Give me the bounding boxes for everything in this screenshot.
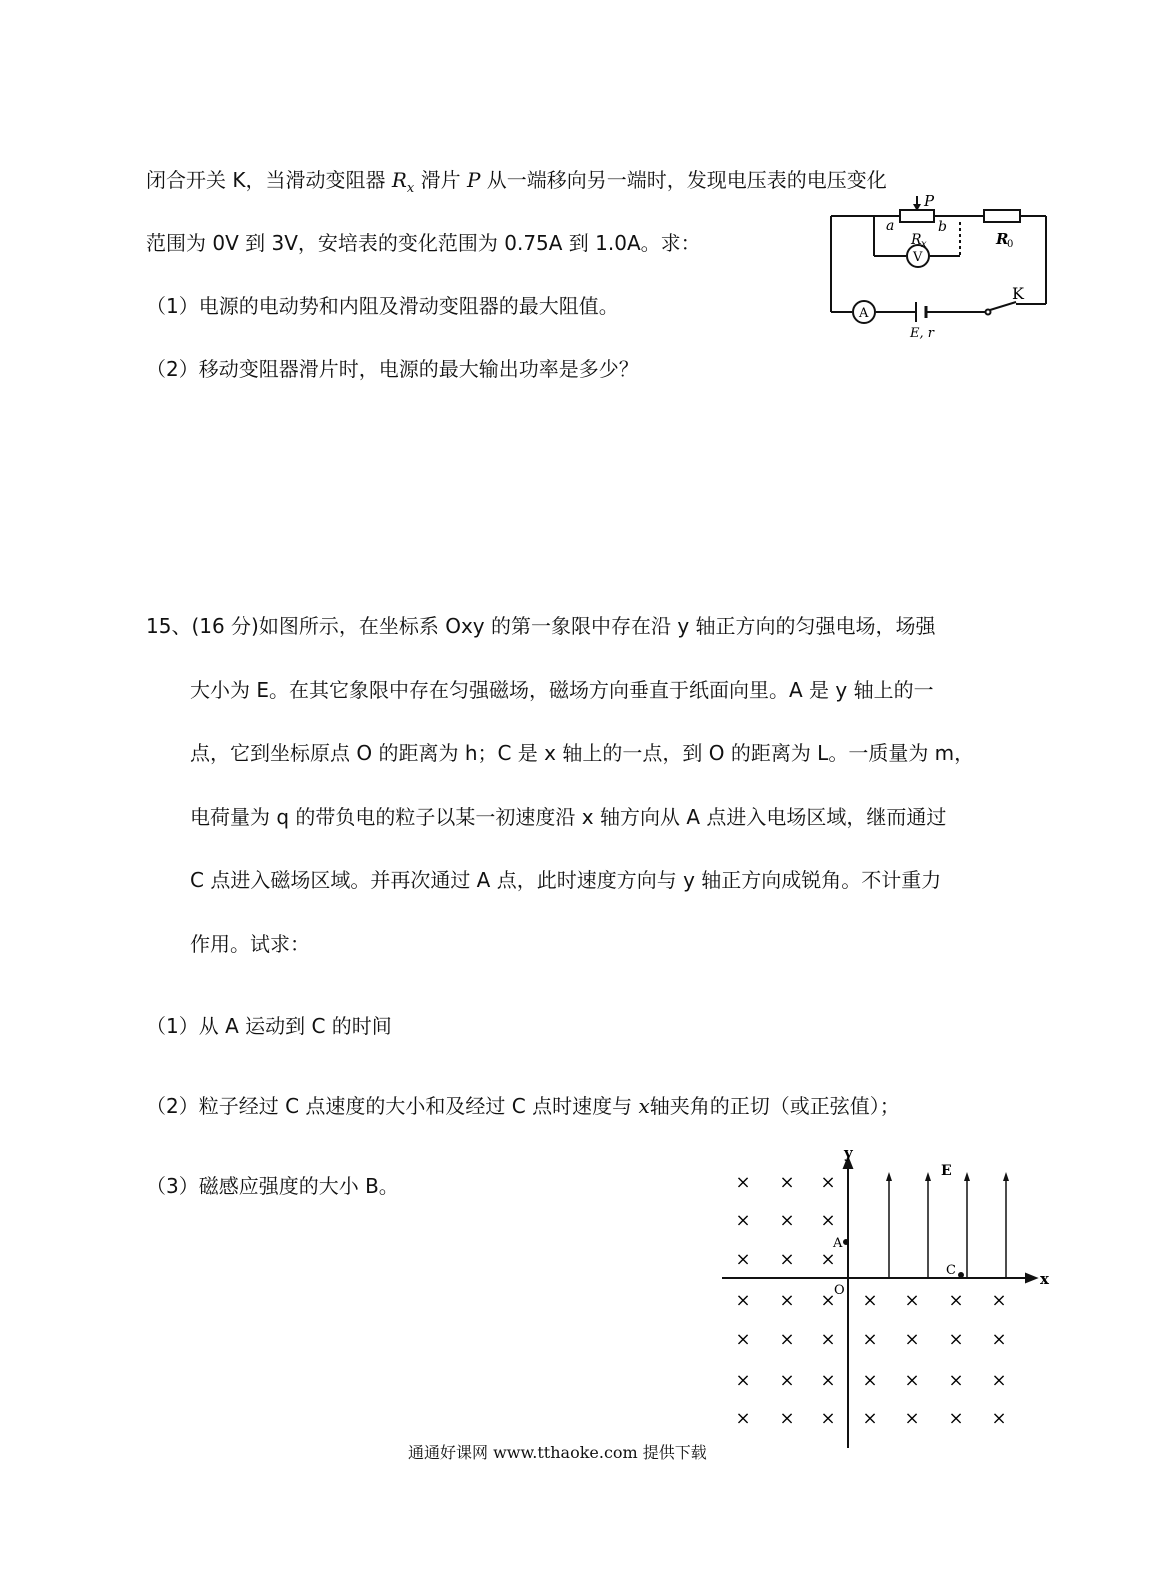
x-axis-label: x bbox=[1040, 1270, 1049, 1288]
q14-part2: （2）移动变阻器滑片时，电源的最大输出功率是多少？ bbox=[146, 357, 639, 381]
field-cross: × bbox=[779, 1329, 795, 1350]
field-cross: × bbox=[779, 1408, 795, 1429]
field-cross: × bbox=[991, 1370, 1007, 1391]
field-cross: × bbox=[735, 1290, 751, 1311]
field-cross: × bbox=[820, 1249, 836, 1270]
voltmeter-label: V bbox=[913, 250, 923, 265]
label-p: P bbox=[924, 192, 935, 210]
field-cross: × bbox=[991, 1290, 1007, 1311]
y-axis-label: y bbox=[844, 1144, 853, 1162]
switch-label: K bbox=[1012, 284, 1024, 303]
q14-line1-a: 闭合开关 K，当滑动变阻器 bbox=[146, 168, 392, 192]
field-cross: × bbox=[735, 1329, 751, 1350]
q15-line-1: 15、(16 分)如图所示，在坐标系 Oxy 的第一象限中存在沿 y 轴正方向的匀强电场，场强 bbox=[146, 614, 936, 638]
x-symbol: x bbox=[638, 1094, 650, 1118]
q15-part1: （1）从 A 运动到 C 的时间 bbox=[146, 1014, 392, 1038]
field-cross: × bbox=[904, 1408, 920, 1429]
footer: 通通好课网 www.tthaoke.com 提供下载 bbox=[408, 1443, 707, 1462]
field-cross: × bbox=[820, 1329, 836, 1350]
point-a-label: A bbox=[833, 1236, 843, 1251]
field-cross: × bbox=[904, 1329, 920, 1350]
field-cross: × bbox=[779, 1210, 795, 1231]
field-cross: × bbox=[779, 1290, 795, 1311]
field-cross: × bbox=[862, 1290, 878, 1311]
field-cross: × bbox=[904, 1290, 920, 1311]
label-r0-sub: 0 bbox=[1007, 239, 1014, 250]
point-c-label: C bbox=[946, 1263, 956, 1278]
field-cross: × bbox=[904, 1370, 920, 1391]
field-cross: × bbox=[735, 1249, 751, 1270]
magnetic-field-crosses bbox=[735, 1172, 1006, 1429]
field-cross: × bbox=[735, 1408, 751, 1429]
field-cross: × bbox=[779, 1249, 795, 1270]
origin-label: O bbox=[834, 1283, 845, 1298]
q15-line-2: 大小为 E。在其它象限中存在匀强磁场，磁场方向垂直于纸面向里。A 是 y 轴上的一 bbox=[190, 678, 934, 702]
battery-label: E, r bbox=[910, 326, 934, 341]
field-cross: × bbox=[735, 1172, 751, 1193]
field-cross: × bbox=[820, 1370, 836, 1391]
label-r0: R bbox=[996, 230, 1009, 248]
q15-part3: （3）磁感应强度的大小 B。 bbox=[146, 1174, 399, 1198]
field-cross: × bbox=[820, 1172, 836, 1193]
label-a: a bbox=[886, 218, 895, 234]
field-cross: × bbox=[948, 1290, 964, 1311]
field-cross: × bbox=[862, 1329, 878, 1350]
field-cross: × bbox=[779, 1172, 795, 1193]
q15-line-6: 作用。试求： bbox=[190, 932, 310, 956]
field-cross: × bbox=[948, 1370, 964, 1391]
q14-line2: 范围为 0V 到 3V，安培表的变化范围为 0.75A 到 1.0A。求： bbox=[146, 231, 701, 255]
field-cross: × bbox=[948, 1329, 964, 1350]
field-cross: × bbox=[820, 1290, 836, 1311]
p-symbol: P bbox=[466, 168, 481, 192]
field-cross: × bbox=[991, 1408, 1007, 1429]
ammeter-label: A bbox=[859, 306, 869, 321]
rx-subscript: x bbox=[406, 181, 415, 196]
q14-line1-b: 滑片 bbox=[414, 168, 467, 192]
field-cross: × bbox=[779, 1370, 795, 1391]
field-cross: × bbox=[991, 1329, 1007, 1350]
label-rx: R bbox=[911, 232, 922, 248]
q15-line-3: 点，它到坐标原点 O 的距离为 h；C 是 x 轴上的一点，到 O 的距离为 L。一质量为 m， bbox=[190, 741, 975, 765]
q14-part1: （1）电源的电动势和内阻及滑动变阻器的最大阻值。 bbox=[146, 294, 619, 318]
label-b: b bbox=[938, 219, 947, 235]
q15-part2-b: 轴夹角的正切（或正弦值）； bbox=[649, 1094, 900, 1118]
rx-symbol: R bbox=[391, 168, 407, 192]
field-cross: × bbox=[862, 1370, 878, 1391]
field-cross: × bbox=[735, 1210, 751, 1231]
e-field-label: E bbox=[941, 1163, 952, 1179]
q15-line-5: C 点进入磁场区域。并再次通过 A 点，此时速度方向与 y 轴正方向成锐角。不计重力 bbox=[190, 868, 942, 892]
label-rx-sub: x bbox=[921, 239, 927, 250]
q15-line-4: 电荷量为 q 的带负电的粒子以某一初速度沿 x 轴方向从 A 点进入电场区域，继而通过 bbox=[190, 805, 947, 829]
q14-line1-c: 从一端移向另一端时，发现电压表的电压变化 bbox=[480, 168, 887, 192]
field-cross: × bbox=[862, 1408, 878, 1429]
field-cross: × bbox=[735, 1370, 751, 1391]
q15-part2-a: （2）粒子经过 C 点速度的大小和及经过 C 点时速度与 bbox=[146, 1094, 639, 1118]
field-cross: × bbox=[820, 1408, 836, 1429]
field-cross: × bbox=[820, 1210, 836, 1231]
field-cross: × bbox=[948, 1408, 964, 1429]
